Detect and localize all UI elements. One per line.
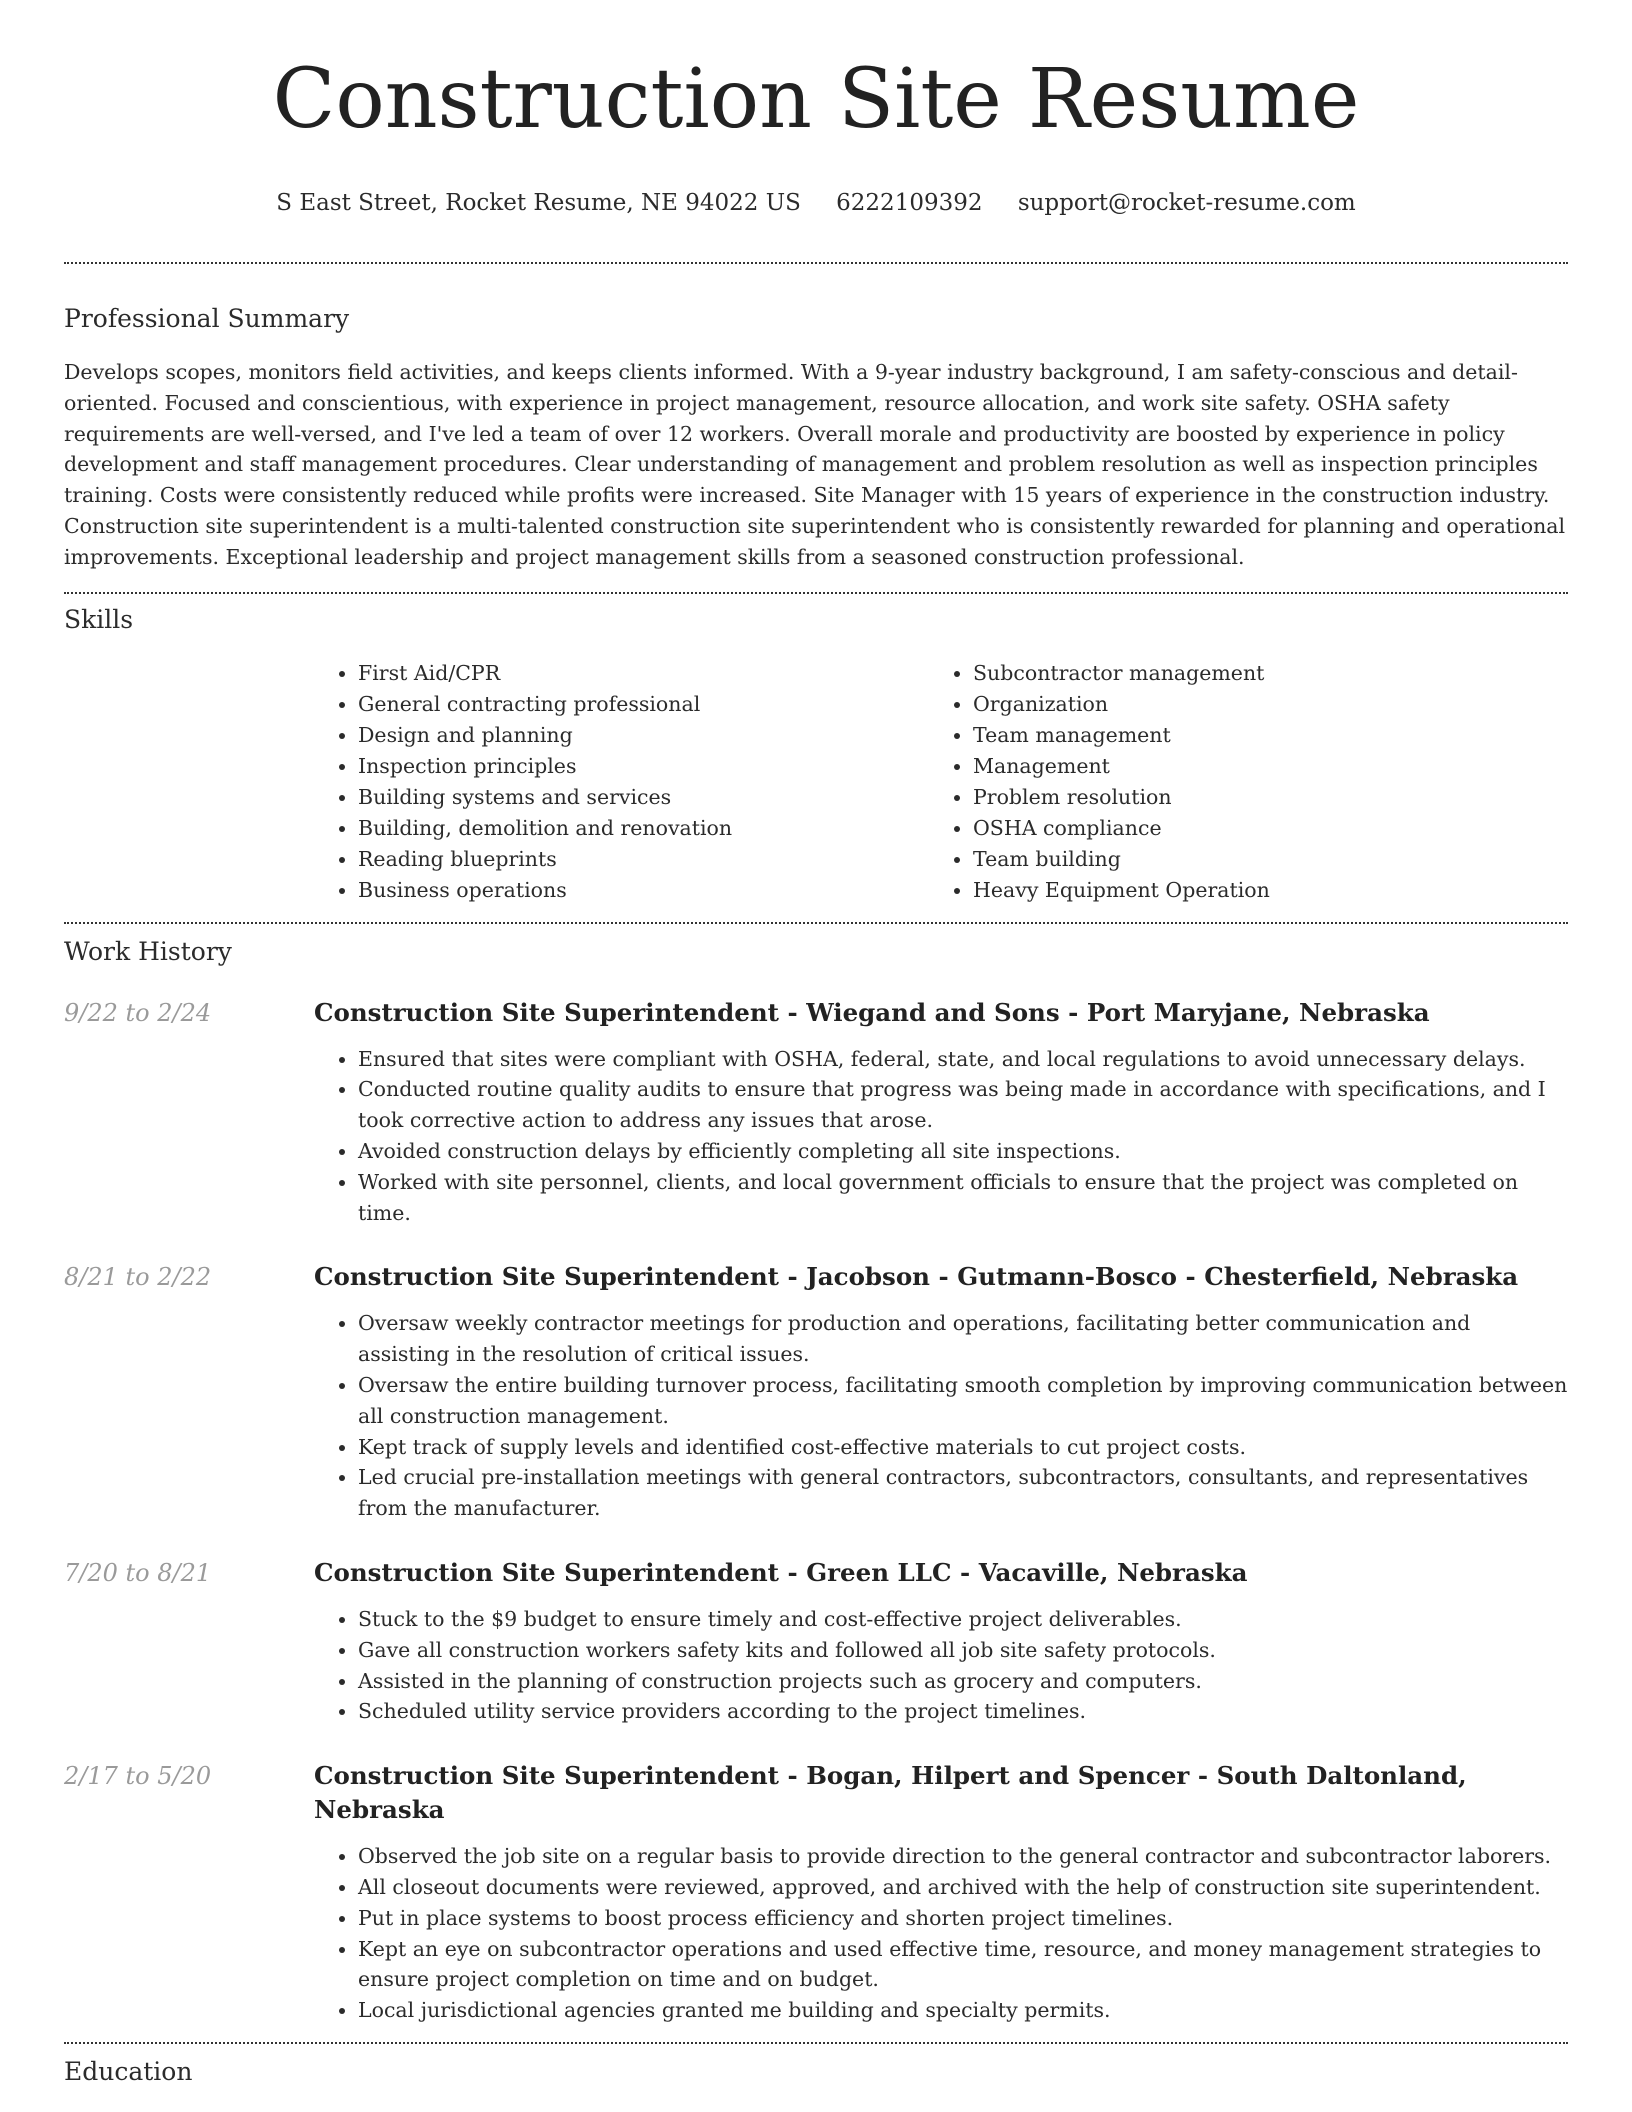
- section-divider: [64, 592, 1568, 594]
- job-entry: [64, 1260, 1568, 1524]
- contact-phone: 6222109392: [836, 190, 983, 216]
- job-bullets: [314, 1604, 1568, 1727]
- job-dates: 2/17 to 5/20: [64, 1762, 212, 1791]
- job-bullet: • Led crucial pre-installation meetings with general contractors, subcontractors, consultants, and representatives from the manufacturer.: [358, 1462, 1568, 1524]
- education-section: [64, 2056, 1568, 2088]
- job-bullets: [314, 1044, 1568, 1229]
- section-divider: [64, 2042, 1568, 2044]
- skill-item: • Inspection principles: [358, 751, 929, 782]
- job-bullet: • Put in place systems to boost process efficiency and shorten project timelines.: [358, 1903, 1568, 1934]
- skills-section: [64, 604, 1568, 906]
- skill-item: • Problem resolution: [973, 782, 1544, 813]
- skills-list-right: [929, 658, 1544, 906]
- job-bullet: • Gave all construction workers safety kits and followed all job site safety protocols.: [358, 1635, 1568, 1666]
- job-bullet: • Avoided construction delays by efficiently completing all site inspections.: [358, 1136, 1568, 1167]
- job-title: Construction Site Superintendent - Bogan, Hilpert and Spencer - South Daltonland, Nebraska: [314, 1761, 1467, 1825]
- resume-name: Construction Site Resume: [272, 52, 1360, 147]
- job-dates: 9/22 to 2/24: [64, 998, 212, 1027]
- job-bullet: • Oversaw the entire building turnover process, facilitating smooth completion by improving communication between all construction management.: [358, 1370, 1568, 1432]
- job-bullet: • Local jurisdictional agencies granted me building and specialty permits.: [358, 1995, 1568, 2026]
- skill-item: • Business operations: [358, 875, 929, 906]
- job-title: Construction Site Superintendent - Green LLC - Vacaville, Nebraska: [314, 1557, 1248, 1587]
- skills-heading: Skills: [64, 604, 134, 634]
- skill-item: • Building systems and services: [358, 782, 929, 813]
- job-bullet: • Kept an eye on subcontractor operations and used effective time, resource, and money management strategies to ensure project completion on time and on budget.: [358, 1934, 1568, 1996]
- job-dates: 7/20 to 8/21: [64, 1558, 212, 1587]
- job-bullet: • Scheduled utility service providers according to the project timelines.: [358, 1696, 1568, 1727]
- job-body: [314, 1759, 1568, 2026]
- job-bullet: • All closeout documents were reviewed, approved, and archived with the help of construction site superintendent.: [358, 1872, 1568, 1903]
- job-bullet: • Kept track of supply levels and identified cost-effective materials to cut project costs.: [358, 1432, 1568, 1463]
- job-entry: [64, 1556, 1568, 1727]
- summary-section: [64, 303, 1568, 573]
- job-body: [314, 1556, 1568, 1727]
- skill-item: • OSHA compliance: [973, 813, 1544, 844]
- section-divider: [64, 922, 1568, 924]
- work-section: [64, 936, 1568, 2026]
- summary-text: Develops scopes, monitors field activities, and keeps clients informed. With a 9-year industry background, I am safety-conscious and detail-oriented. Focused and conscientious, with experience in project management, resource allocation, and work site safety. OSHA safety requirements are well-versed, and I've led a team of over 12 workers. Overall morale and productivity are boosted by experience in policy development and staff management procedures. Clear understanding of management and problem resolution as well as inspection principles training. Costs were consistently reduced while profits were increased. Site Manager with 15 years of experience in the construction industry. Construction site superintendent is a multi-talented construction site superintendent who is consistently rewarded for planning and operational improvements. Exceptional leadership and project management skills from a seasoned construction professional.: [64, 360, 1566, 569]
- skill-item: • Building, demolition and renovation: [358, 813, 929, 844]
- skill-item: • Reading blueprints: [358, 844, 929, 875]
- job-entry: [64, 1759, 1568, 2026]
- job-body: [314, 996, 1568, 1229]
- resume-page: [64, 0, 1568, 2088]
- job-bullet: • Worked with site personnel, clients, and local government officials to ensure that the project was completed on time.: [358, 1167, 1568, 1229]
- job-title: Construction Site Superintendent - Jacobson - Gutmann-Bosco - Chesterfield, Nebraska: [314, 1262, 1519, 1292]
- skill-item: • Organization: [973, 689, 1544, 720]
- skill-item: • Team building: [973, 844, 1544, 875]
- summary-heading: Professional Summary: [64, 304, 350, 333]
- skill-item: • First Aid/CPR: [358, 658, 929, 689]
- skills-columns: [314, 658, 1568, 906]
- job-bullet: • Oversaw weekly contractor meetings for production and operations, facilitating better communication and assisting in the resolution of critical issues.: [358, 1308, 1568, 1370]
- contact-address: S East Street, Rocket Resume, NE 94022 US: [276, 190, 801, 216]
- education-heading: Education: [64, 2056, 193, 2086]
- job-bullet: • Assisted in the planning of construction projects such as grocery and computers.: [358, 1666, 1568, 1697]
- job-bullet: • Conducted routine quality audits to ensure that progress was being made in accordance with specifications, and I took corrective action to address any issues that arose.: [358, 1074, 1568, 1136]
- job-bullets: [314, 1308, 1568, 1524]
- job-title: Construction Site Superintendent - Wiegand and Sons - Port Maryjane, Nebraska: [314, 997, 1430, 1027]
- job-entry: [64, 996, 1568, 1229]
- contact-email: support@rocket-resume.com: [1017, 190, 1356, 216]
- job-bullet: • Ensured that sites were compliant with OSHA, federal, state, and local regulations to avoid unnecessary delays.: [358, 1044, 1568, 1075]
- skill-item: • Heavy Equipment Operation: [973, 875, 1544, 906]
- work-heading: Work History: [64, 936, 232, 966]
- skill-item: • General contracting professional: [358, 689, 929, 720]
- skill-item: • Management: [973, 751, 1544, 782]
- section-divider: [64, 262, 1568, 264]
- job-body: [314, 1260, 1568, 1524]
- skills-list-left: [314, 658, 929, 906]
- skill-item: • Design and planning: [358, 720, 929, 751]
- job-bullet: • Observed the job site on a regular basis to provide direction to the general contractor and subcontractor laborers.: [358, 1841, 1568, 1872]
- contact-line: [64, 188, 1568, 218]
- job-list: [64, 996, 1568, 2026]
- skill-item: • Team management: [973, 720, 1544, 751]
- job-bullets: [314, 1841, 1568, 2026]
- job-dates: 8/21 to 2/22: [64, 1263, 212, 1292]
- skill-item: • Subcontractor management: [973, 658, 1544, 689]
- job-bullet: • Stuck to the $9 budget to ensure timely and cost-effective project deliverables.: [358, 1604, 1568, 1635]
